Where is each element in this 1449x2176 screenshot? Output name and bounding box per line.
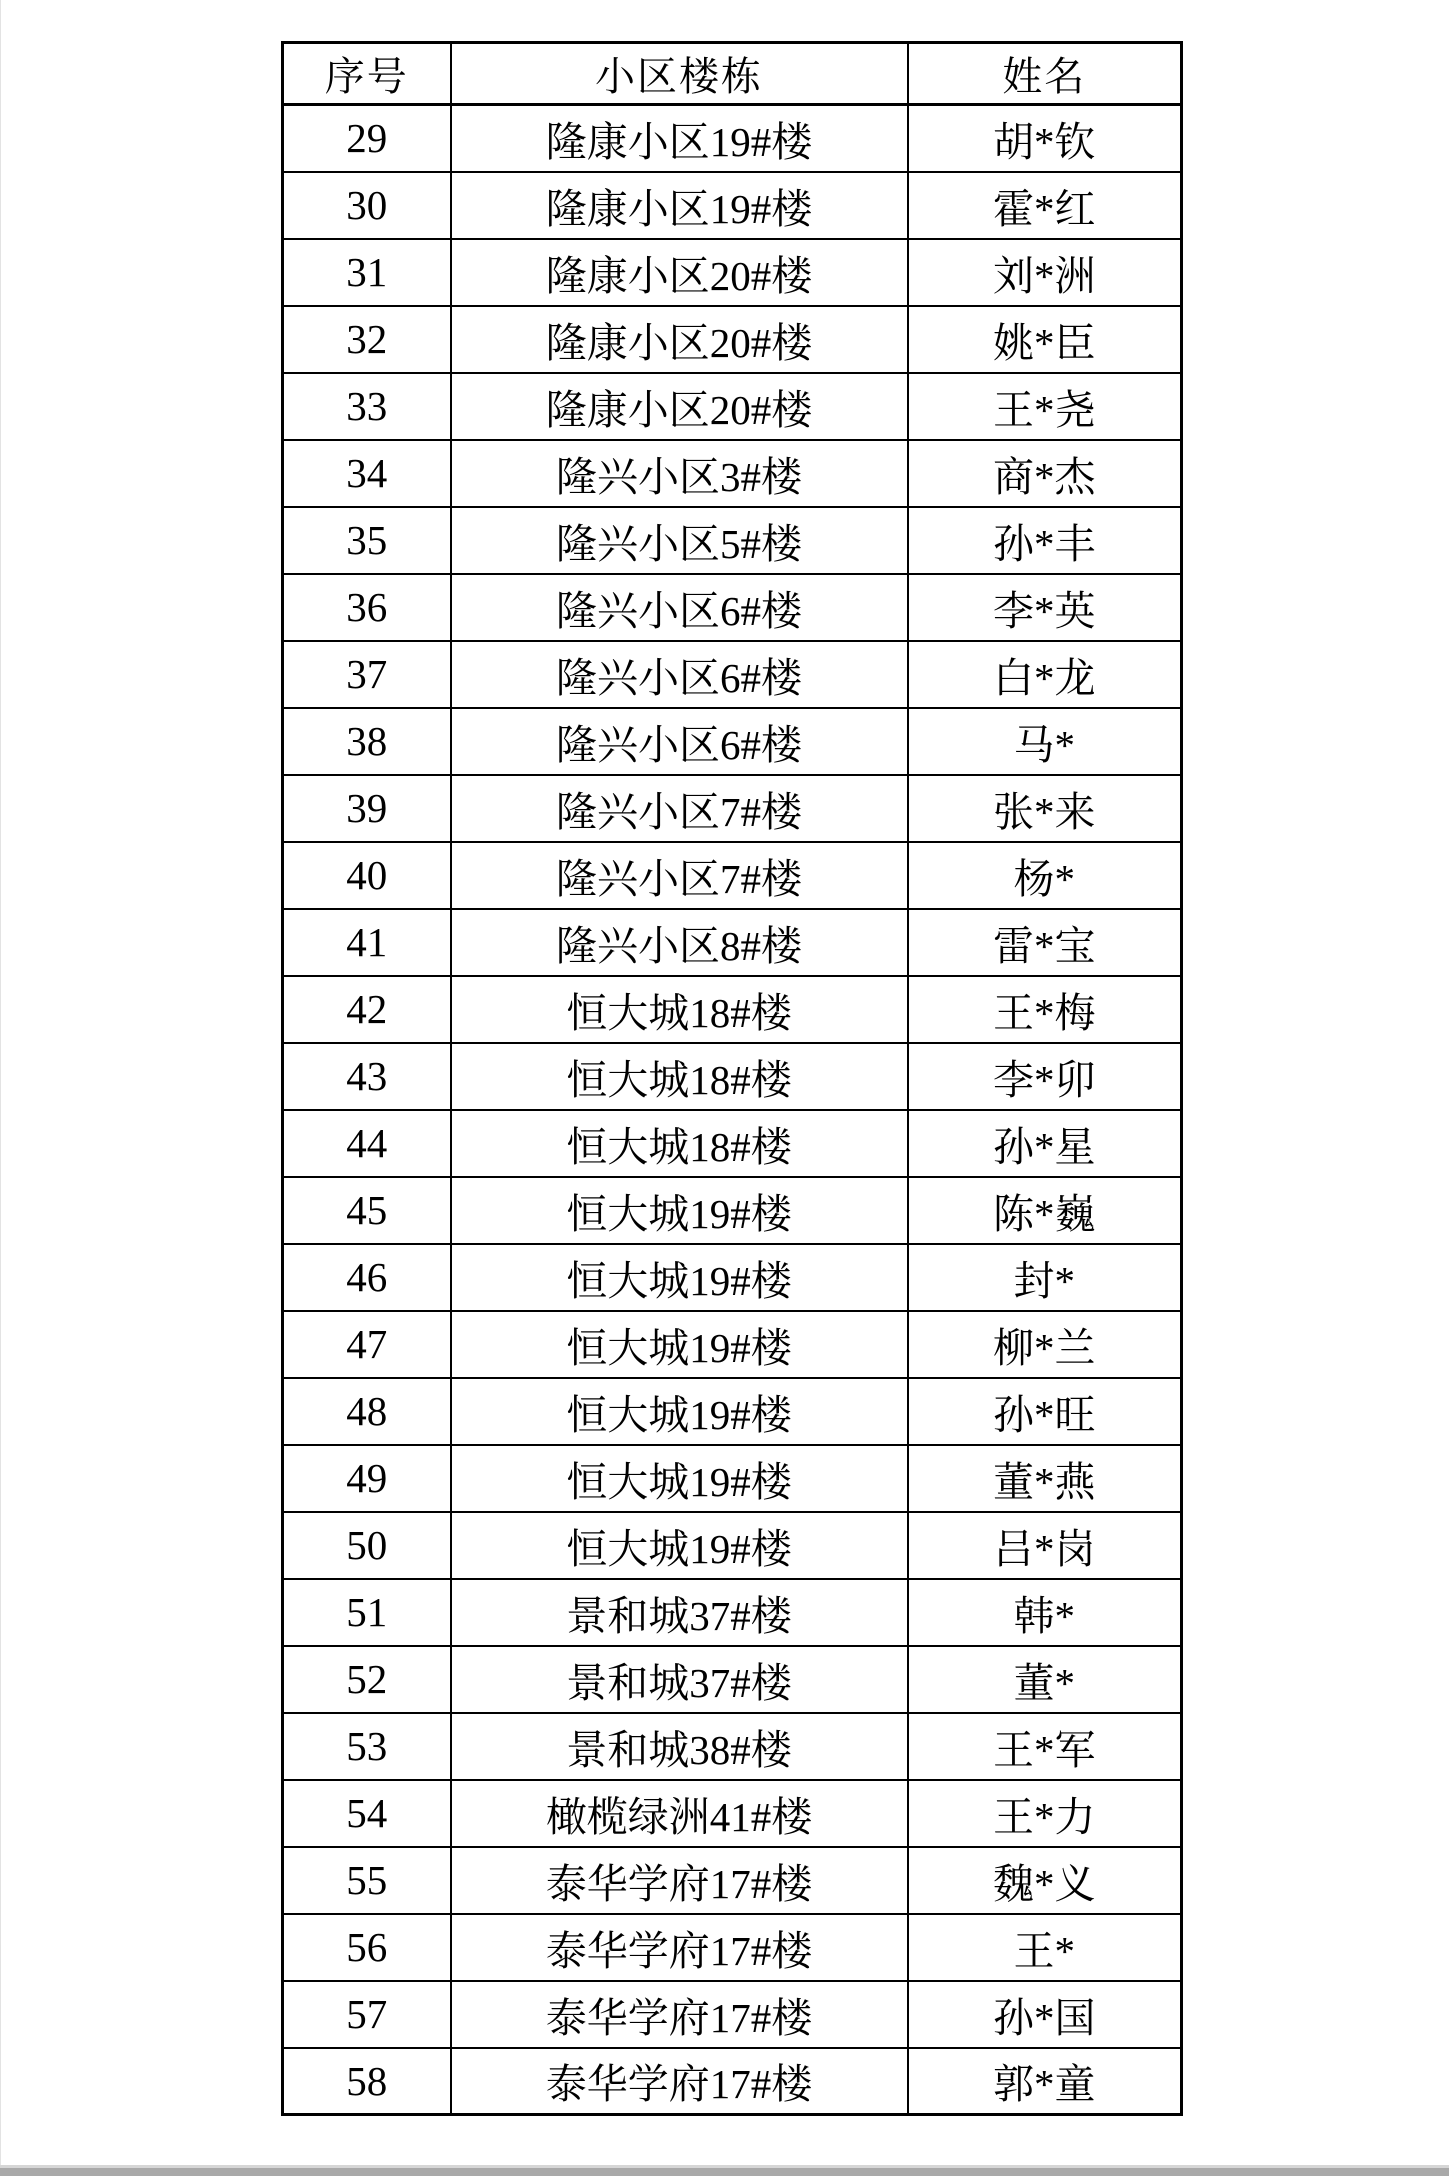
table-row [283, 440, 1182, 507]
table-row [283, 1914, 1182, 1981]
col-header-name: 姓名 [908, 43, 1182, 105]
cell-name: 董* [908, 1646, 1182, 1713]
table-row [283, 239, 1182, 306]
cell-serial: 41 [283, 909, 451, 976]
cell-building: 泰华学府17#楼 [451, 1847, 908, 1914]
table-row [283, 775, 1182, 842]
cell-building: 恒大城19#楼 [451, 1177, 908, 1244]
col-header-building: 小区楼栋 [451, 43, 908, 105]
cell-serial: 45 [283, 1177, 451, 1244]
cell-serial: 30 [283, 172, 451, 239]
cell-building: 景和城37#楼 [451, 1646, 908, 1713]
cell-serial: 54 [283, 1780, 451, 1847]
cell-name: 魏*义 [908, 1847, 1182, 1914]
cell-building: 恒大城19#楼 [451, 1311, 908, 1378]
cell-name: 王*尧 [908, 373, 1182, 440]
cell-name: 韩* [908, 1579, 1182, 1646]
cell-serial: 38 [283, 708, 451, 775]
cell-serial: 33 [283, 373, 451, 440]
table-row [283, 507, 1182, 574]
table-row [283, 1244, 1182, 1311]
table-row [283, 373, 1182, 440]
cell-name: 姚*臣 [908, 306, 1182, 373]
cell-name: 董*燕 [908, 1445, 1182, 1512]
cell-name: 陈*巍 [908, 1177, 1182, 1244]
table-row [283, 708, 1182, 775]
cell-building: 恒大城19#楼 [451, 1512, 908, 1579]
cell-building: 隆康小区19#楼 [451, 172, 908, 239]
cell-name: 李*卯 [908, 1043, 1182, 1110]
cell-building: 隆康小区20#楼 [451, 373, 908, 440]
col-header-serial: 序号 [283, 43, 451, 105]
cell-building: 泰华学府17#楼 [451, 2048, 908, 2115]
table-row [283, 172, 1182, 239]
table-row [283, 1646, 1182, 1713]
cell-name: 王*梅 [908, 976, 1182, 1043]
cell-name: 杨* [908, 842, 1182, 909]
cell-building: 隆康小区19#楼 [451, 105, 908, 172]
table-row [283, 574, 1182, 641]
cell-building: 恒大城19#楼 [451, 1244, 908, 1311]
cell-serial: 34 [283, 440, 451, 507]
cell-name: 孙*星 [908, 1110, 1182, 1177]
cell-building: 橄榄绿洲41#楼 [451, 1780, 908, 1847]
cell-building: 景和城38#楼 [451, 1713, 908, 1780]
cell-serial: 37 [283, 641, 451, 708]
cell-serial: 48 [283, 1378, 451, 1445]
table-row [283, 842, 1182, 909]
cell-building: 隆兴小区5#楼 [451, 507, 908, 574]
cell-building: 隆兴小区6#楼 [451, 574, 908, 641]
cell-serial: 42 [283, 976, 451, 1043]
cell-serial: 39 [283, 775, 451, 842]
cell-name: 孙*旺 [908, 1378, 1182, 1445]
cell-name: 孙*国 [908, 1981, 1182, 2048]
table-row [283, 1512, 1182, 1579]
cell-name: 商*杰 [908, 440, 1182, 507]
cell-name: 马* [908, 708, 1182, 775]
cell-name: 郭*童 [908, 2048, 1182, 2115]
cell-building: 恒大城19#楼 [451, 1378, 908, 1445]
cell-serial: 31 [283, 239, 451, 306]
window-bottom-edge-bar [0, 2165, 1449, 2176]
cell-name: 刘*洲 [908, 239, 1182, 306]
cell-serial: 56 [283, 1914, 451, 1981]
cell-building: 隆康小区20#楼 [451, 306, 908, 373]
table-row [283, 306, 1182, 373]
cell-building: 隆兴小区6#楼 [451, 708, 908, 775]
table-row [283, 1780, 1182, 1847]
page-left-edge-line [0, 0, 1, 2176]
cell-building: 隆兴小区7#楼 [451, 775, 908, 842]
cell-name: 王*力 [908, 1780, 1182, 1847]
cell-building: 恒大城18#楼 [451, 1043, 908, 1110]
table-row [283, 1311, 1182, 1378]
cell-name: 雷*宝 [908, 909, 1182, 976]
cell-building: 泰华学府17#楼 [451, 1914, 908, 1981]
cell-serial: 35 [283, 507, 451, 574]
cell-name: 张*来 [908, 775, 1182, 842]
cell-building: 泰华学府17#楼 [451, 1981, 908, 2048]
cell-serial: 55 [283, 1847, 451, 1914]
cell-name: 霍*红 [908, 172, 1182, 239]
cell-serial: 29 [283, 105, 451, 172]
cell-building: 恒大城18#楼 [451, 976, 908, 1043]
cell-building: 恒大城18#楼 [451, 1110, 908, 1177]
table-row [283, 105, 1182, 172]
cell-building: 景和城37#楼 [451, 1579, 908, 1646]
resident-roster-table [281, 41, 1183, 2116]
cell-serial: 52 [283, 1646, 451, 1713]
cell-name: 孙*丰 [908, 507, 1182, 574]
cell-serial: 40 [283, 842, 451, 909]
cell-serial: 53 [283, 1713, 451, 1780]
table-row [283, 1445, 1182, 1512]
cell-name: 吕*岗 [908, 1512, 1182, 1579]
cell-serial: 47 [283, 1311, 451, 1378]
cell-name: 柳*兰 [908, 1311, 1182, 1378]
table-row [283, 1177, 1182, 1244]
cell-serial: 50 [283, 1512, 451, 1579]
cell-building: 隆兴小区3#楼 [451, 440, 908, 507]
cell-serial: 49 [283, 1445, 451, 1512]
cell-building: 隆兴小区7#楼 [451, 842, 908, 909]
cell-building: 隆兴小区8#楼 [451, 909, 908, 976]
table-row [283, 2048, 1182, 2115]
cell-name: 王* [908, 1914, 1182, 1981]
cell-building: 隆康小区20#楼 [451, 239, 908, 306]
cell-serial: 51 [283, 1579, 451, 1646]
cell-name: 封* [908, 1244, 1182, 1311]
header-row [283, 43, 1182, 105]
cell-name: 李*英 [908, 574, 1182, 641]
cell-serial: 43 [283, 1043, 451, 1110]
table-row [283, 1847, 1182, 1914]
cell-name: 胡*钦 [908, 105, 1182, 172]
table-row [283, 1579, 1182, 1646]
table-row [283, 1713, 1182, 1780]
cell-serial: 32 [283, 306, 451, 373]
table-row [283, 641, 1182, 708]
cell-building: 恒大城19#楼 [451, 1445, 908, 1512]
cell-name: 白*龙 [908, 641, 1182, 708]
cell-serial: 44 [283, 1110, 451, 1177]
table-row [283, 909, 1182, 976]
table-row [283, 1043, 1182, 1110]
table-row [283, 976, 1182, 1043]
table-row [283, 1981, 1182, 2048]
cell-building: 隆兴小区6#楼 [451, 641, 908, 708]
table-row [283, 1378, 1182, 1445]
cell-serial: 46 [283, 1244, 451, 1311]
cell-serial: 57 [283, 1981, 451, 2048]
cell-serial: 58 [283, 2048, 451, 2115]
cell-name: 王*军 [908, 1713, 1182, 1780]
table-row [283, 1110, 1182, 1177]
cell-serial: 36 [283, 574, 451, 641]
